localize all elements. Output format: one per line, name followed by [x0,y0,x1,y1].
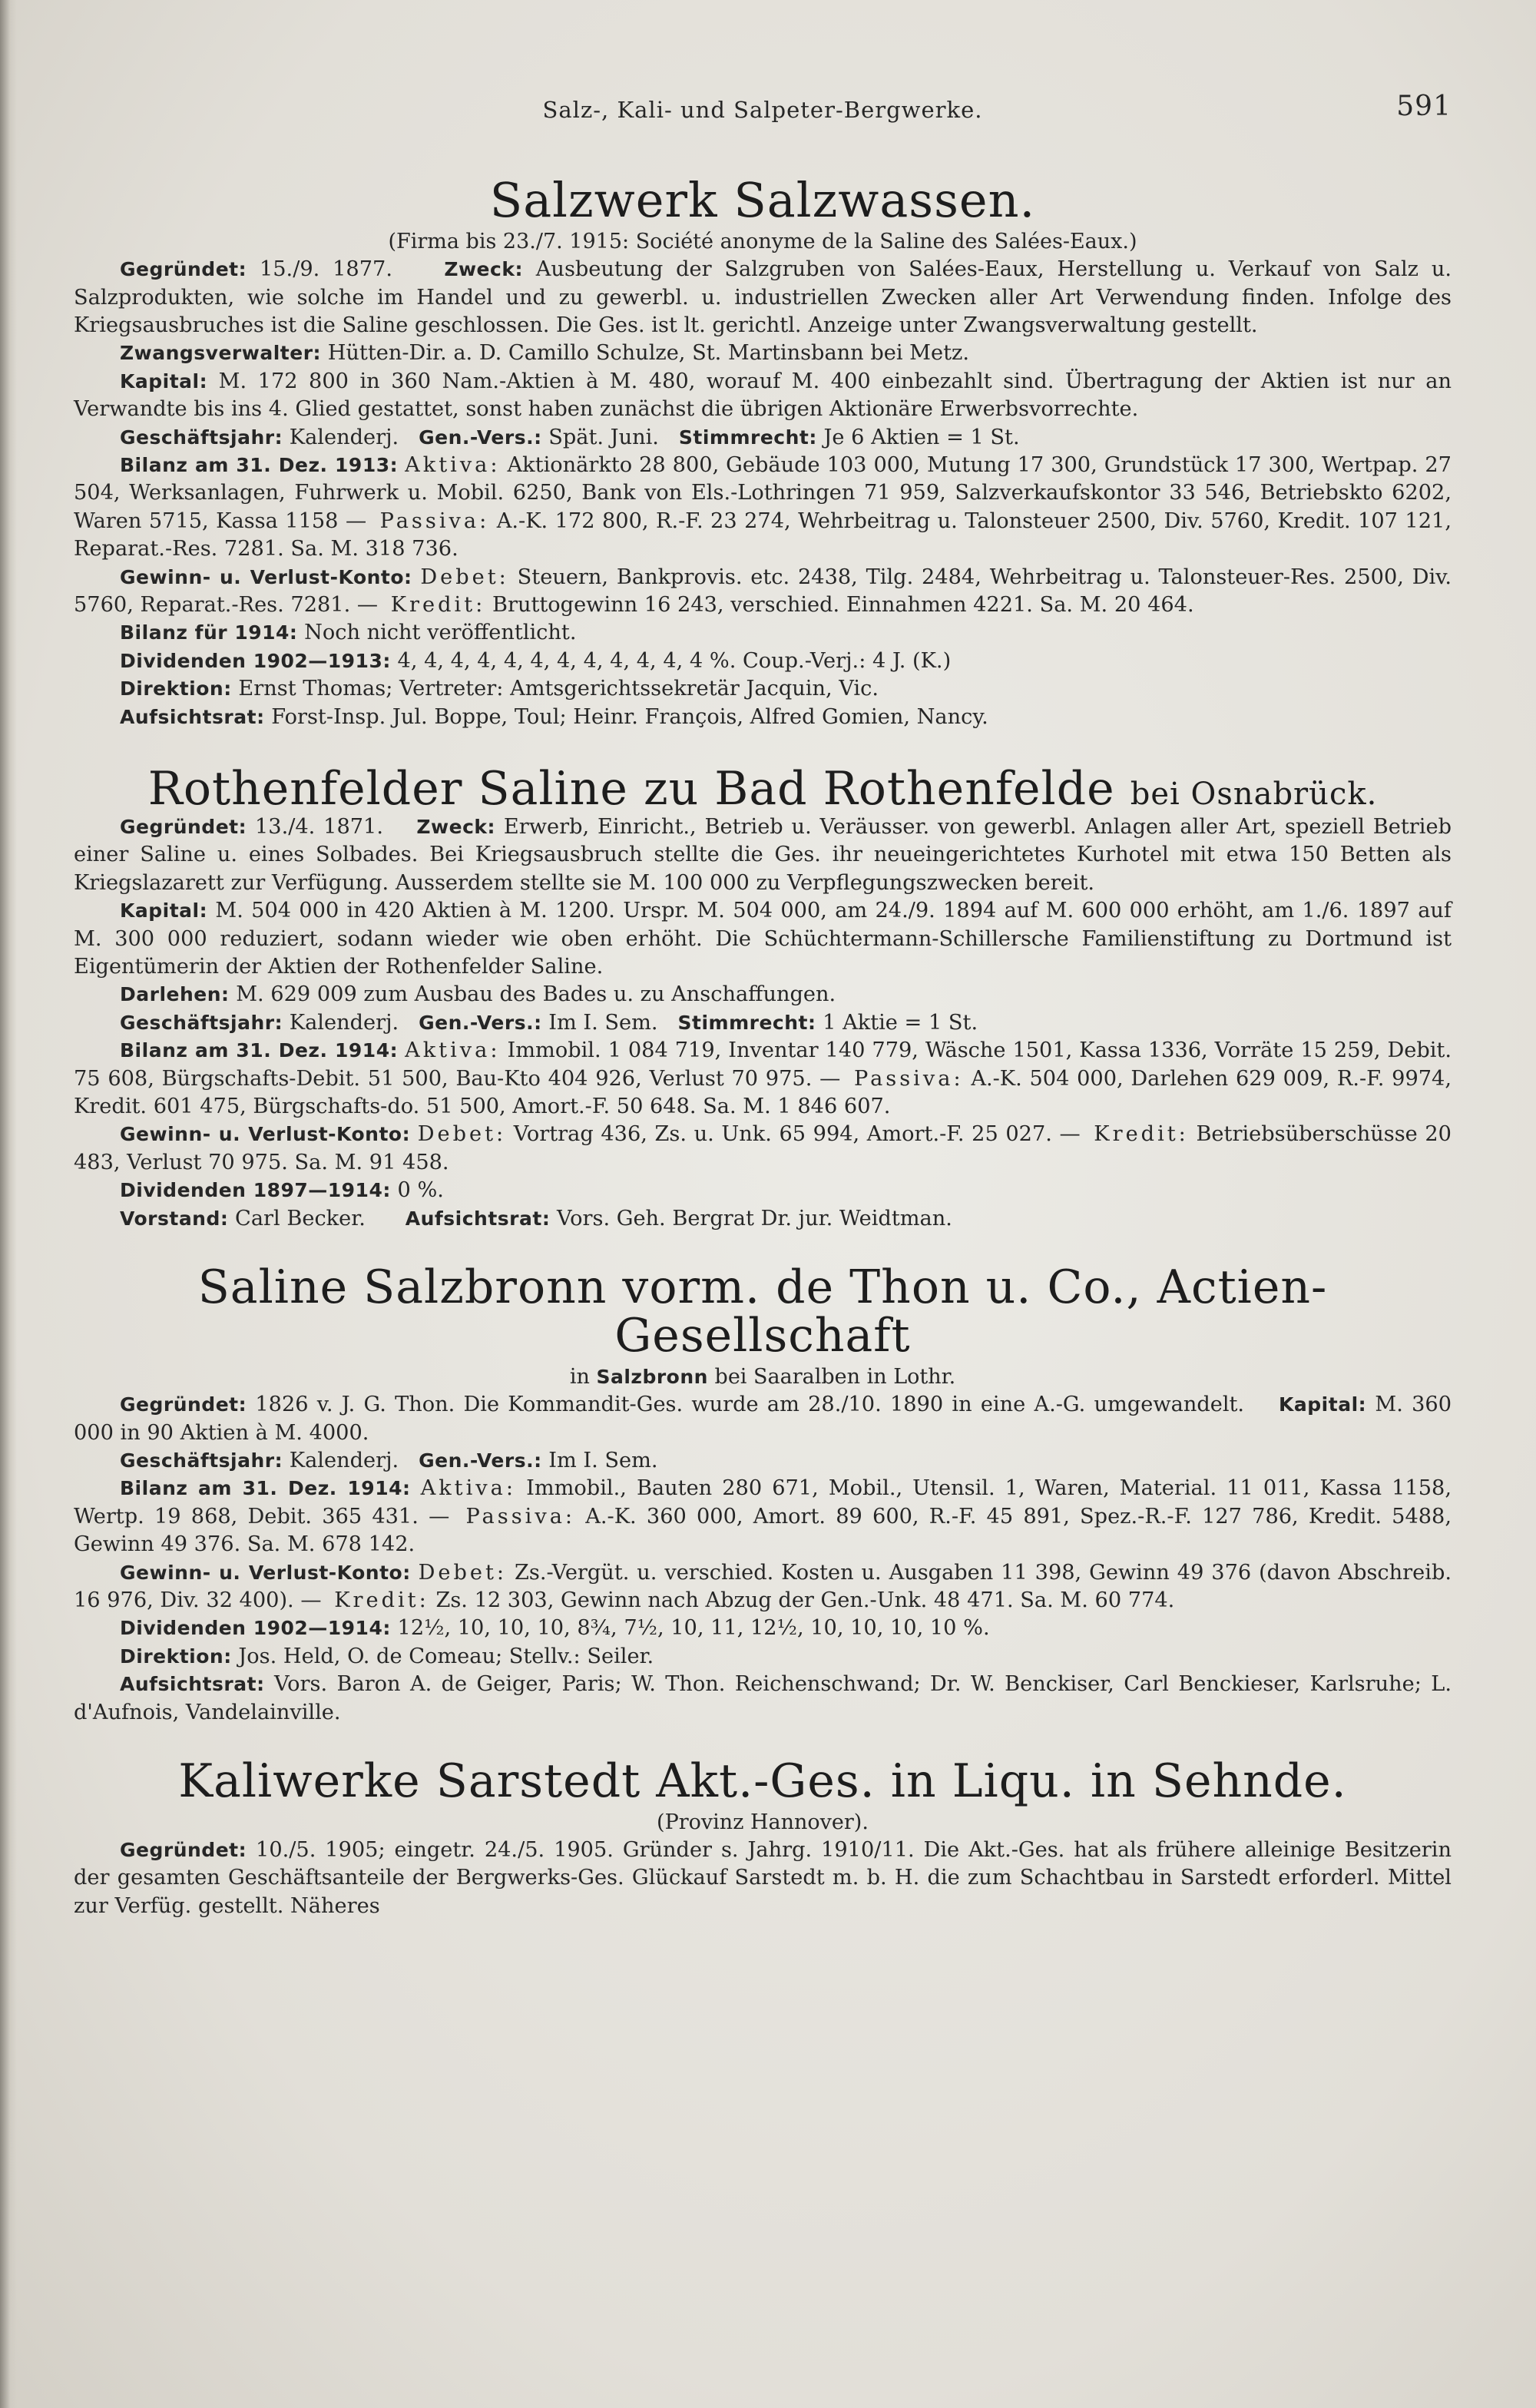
paragraph-founding: Gegründet: 1826 v. J. G. Thon. Die Kommandit-Ges. wurde am 28./10. 1890 in eine A.-G. umgewandelt. Kapital: M. 360 000 in 90 Aktien à M. 4000. [74,1393,1452,1445]
section-title: Rothenfelder Saline zu Bad Rothenfelde bei Osnabrück. [147,762,1378,816]
paragraph-dividenden: Dividenden 1902—1914: 12½, 10, 10, 10, 8¾, 7½, 10, 11, 12½, 10, 10, 10, 10 %. [120,1616,990,1641]
paragraph-geschaeftsjahr: Geschäftsjahr: Kalenderj. Gen.-Vers.: Spät. Juni. Stimmrecht: Je 6 Aktien = 1 St. [120,425,1020,449]
entry-salzwerk [74,172,1452,731]
paragraph-kapital: Kapital: M. 504 000 in 420 Aktien à M. 1200. Urspr. M. 504 000, am 24./9. 1894 auf M. 600 000 erhöht, am 1./6. 1897 auf M. 300 000 reduziert, sodann wieder wie oben erhöht. Die Schüchtermann-Schillersche Familienstiftung zu Dortmund ist Eigentümerin der Aktien der Rothenfelder Saline. [74,899,1452,979]
entry-salzbronn [74,1260,1452,1727]
page-binding-edge [0,0,17,2408]
paragraph-gewinn: Gewinn- u. Verlust-Konto: Debet: Steuern, Bankprovis. etc. 2438, Tilg. 2484, Wehrbeitrag u. Talonsteuer-Res. 2500, Div. 5760, Reparat.-Res. 7281. — Kredit: Bruttogewinn 16 243, verschied. Einnahmen 4221. Sa. M. 20 464. [74,565,1452,617]
paragraph-darlehen: Darlehen: M. 629 009 zum Ausbau des Bades u. zu Anschaffungen. [120,982,836,1007]
paragraph-direktion: Direktion: Jos. Held, O. de Comeau; Stellv.: Seiler. [120,1644,654,1668]
entry-kaliwerke [74,1754,1452,1920]
paragraph-gewinn: Gewinn- u. Verlust-Konto: Debet: Vortrag 436, Zs. u. Unk. 65 994, Amort.-F. 25 027. — Kredit: Betriebsüberschüsse 20 483, Verlust 70 975. Sa. M. 91 458. [74,1122,1452,1174]
section-location: in Salzbronn bei Saaralben in Lothr. [569,1365,956,1389]
paragraph-vorstand: Vorstand: Carl Becker. Aufsichtsrat: Vors. Geh. Bergrat Dr. jur. Weidtman. [120,1206,952,1230]
section-title: Kaliwerke Sarstedt Akt.-Ges. in Liqu. in Sehnde. [178,1754,1347,1808]
paragraph-direktion: Direktion: Ernst Thomas; Vertreter: Amtsgerichtssekretär Jacquin, Vic. [120,677,879,701]
paragraph-founding: Gegründet: 13./4. 1871. Zweck: Erwerb, Einricht., Betrieb u. Veräusser. von gewerbl. Anlagen aller Art, speziell Betrieb einer Saline u. eines Solbades. Bei Kriegsausbruch stellte die Ges. ihr neueingerichtetes Kurhotel mit etwa 150 Betten als Kriegslazarett zur Verfügung. Ausserdem stellte sie M. 100 000 zu Verpflegungszwecken bereit. [74,815,1452,895]
paragraph-aufsichtsrat: Aufsichtsrat: Vors. Baron A. de Geiger, Paris; W. Thon. Reichenschwand; Dr. W. Benckiser, Carl Benckieser, Karlsruhe; L. d'Aufnois, Vandelainville. [74,1672,1452,1724]
running-title: Salz-, Kali- und Salpeter-Bergwerke. [542,97,983,123]
paragraph-aufsichtsrat: Aufsichtsrat: Forst-Insp. Jul. Boppe, Toul; Heinr. François, Alfred Gomien, Nancy. [120,704,988,729]
section-subtitle: (Firma bis 23./7. 1915: Société anonyme de la Saline des Salées-Eaux.) [388,230,1137,254]
entry-rothenfelder [74,762,1452,1233]
paragraph-bilanz-1914: Bilanz für 1914: Noch nicht veröffentlicht. [120,621,577,645]
paragraph-bilanz: Bilanz am 31. Dez. 1914: Aktiva: Immobil. 1 084 719, Inventar 140 779, Wäsche 1501, Kassa 1336, Vorräte 15 259, Debit. 75 608, Bürgschafts-Debit. 51 500, Bau-Kto 404 926, Verlust 70 975. — Passiva: A.-K. 504 000, Darlehen 629 009, R.-F. 9974, Kredit. 601 475, Bürgschafts-do. 51 500, Amort.-F. 50 648. Sa. M. 1 846 607. [74,1038,1452,1119]
paragraph-founding: Gegründet: 10./5. 1905; eingetr. 24./5. 1905. Gründer s. Jahrg. 1910/11. Die Akt.-Ges. hat als frühere alleinige Besitzerin der gesamten Geschäftsanteile der Bergwerks-Ges. Glückauf Sarstedt m. b. H. die zum Schachtbau in Sarstedt erforderl. Mittel zur Verfüg. gestellt. Näheres [74,1837,1452,1918]
paragraph-geschaeftsjahr: Geschäftsjahr: Kalenderj. Gen.-Vers.: Im I. Sem. Stimmrecht: 1 Aktie = 1 St. [120,1010,978,1035]
paragraph-bilanz: Bilanz am 31. Dez. 1914: Aktiva: Immobil., Bauten 280 671, Mobil., Utensil. 1, Waren, Material. 11 011, Kassa 1158, Wertp. 19 868, Debit. 365 431. — Passiva: A.-K. 360 000, Amort. 89 600, R.-F. 45 891, Spez.-R.-F. 127 786, Kredit. 5488, Gewinn 49 376. Sa. M. 678 142. [74,1476,1452,1557]
paragraph-bilanz: Bilanz am 31. Dez. 1913: Aktiva: Aktionärkto 28 800, Gebäude 103 000, Mutung 17 300, Grundstück 17 300, Wertpap. 27 504, Werksanlagen, Fuhrwerk u. Mobil. 6250, Bank von Els.-Lothringen 71 959, Salzverkaufskontor 33 546, Betriebskto 6202, Waren 5715, Kassa 1158 — Passiva: A.-K. 172 800, R.-F. 23 274, Wehrbeitrag u. Talonsteuer 2500, Div. 5760, Kredit. 107 121, Reparat.-Res. 7281. Sa. M. 318 736. [74,452,1452,561]
section-subtitle: (Provinz Hannover). [657,1810,869,1834]
label-gegruendet: Gegründet: [120,258,247,281]
paragraph-gewinn: Gewinn- u. Verlust-Konto: Debet: Zs.-Vergüt. u. verschied. Kosten u. Ausgaben 11 398, Gewinn 49 376 (davon Abschreib. 16 976, Div. 32 400). — Kredit: Zs. 12 303, Gewinn nach Abzug der Gen.-Unk. 48 471. Sa. M. 60 774. [74,1560,1452,1612]
running-header [74,91,1452,137]
section-title: Saline Salzbronn vorm. de Thon u. Co., Actien-Gesellschaft [197,1260,1328,1363]
section-title: Salzwerk Salzwassen. [489,172,1036,228]
paragraph-geschaeftsjahr: Geschäftsjahr: Kalenderj. Gen.-Vers.: Im I. Sem. [120,1448,658,1472]
paragraph-dividenden: Dividenden 1902—1913: 4, 4, 4, 4, 4, 4, 4, 4, 4, 4, 4, 4 %. Coup.-Verj.: 4 J. (K.) [120,648,952,673]
paragraph-kapital: Kapital: M. 172 800 in 360 Nam.-Aktien à M. 480, worauf M. 400 einbezahlt sind. Übertragung der Aktien ist nur an Verwandte bis ins 4. Glied gestattet, sonst haben zunächst die übrigen Aktionäre Erwerbsvorrechte. [74,369,1452,422]
label-zweck: Zweck: [444,258,523,281]
paragraph-zwangsverwalter: Zwangsverwalter: Hütten-Dir. a. D. Camillo Schulze, St. Martinsbann bei Metz. [120,341,969,366]
paragraph-dividenden: Dividenden 1897—1914: 0 %. [120,1178,444,1203]
page-number: 591 [1396,91,1452,122]
paragraph-founding: Gegründet: 15./9. 1877. Zweck: Ausbeutung der Salzgruben von Salées-Eaux, Herstellung u. Verkauf von Salz u. Salzprodukten, wie solche im Handel und zu gewerbl. u. industriellen Zwecken aller Art Verwendung finden. Infolge des Kriegsausbruches ist die Saline geschlossen. Die Ges. ist lt. gerichtl. Anzeige unter Zwangsverwaltung gestellt. [74,257,1452,337]
